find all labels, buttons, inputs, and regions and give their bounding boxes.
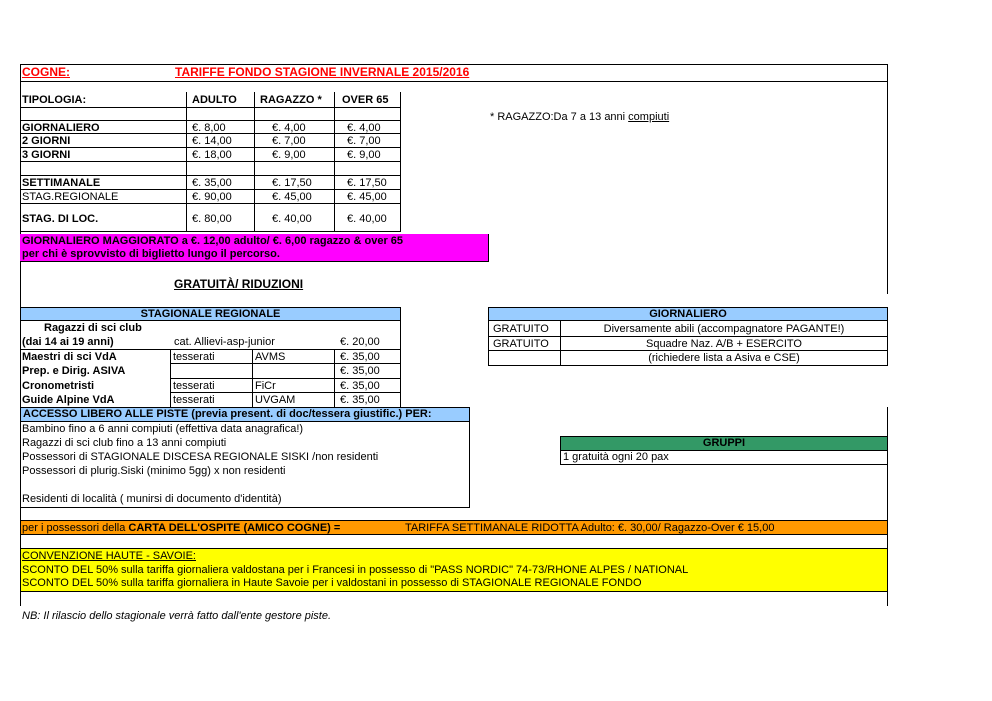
gruppi-text: 1 gratuità ogni 20 pax (560, 450, 888, 465)
carta-ospite-prefix: per i possessori della (22, 522, 129, 534)
rate-type: STAG. DI LOC. (22, 213, 99, 225)
giorn-row-desc: Diversamente abili (accompagnatore PAGANTE!) (603, 323, 845, 335)
stag-row-col2: tesserati (173, 380, 215, 392)
rate-type: STAG.REGIONALE (22, 191, 119, 203)
rate-type: SETTIMANALE (22, 177, 101, 189)
rate-ragazzo: €. 45,00 (272, 191, 312, 203)
giorn-row-label: GRATUITO (493, 338, 549, 350)
stag-rule (170, 378, 401, 379)
rates-rule (20, 147, 401, 148)
rates-rule (20, 189, 401, 190)
title-underline-rule (20, 81, 887, 82)
rate-ragazzo: €. 17,50 (272, 177, 312, 189)
giorn-rule (488, 320, 489, 366)
club-age: (dai 14 ai 19 anni) (22, 336, 114, 348)
rate-over65: €. 4,00 (347, 122, 381, 134)
stagionale-right-rule (400, 320, 401, 408)
stag-row-label: Prep. e Dirig. ASIVA (22, 365, 126, 377)
rate-adulto: €. 18,00 (192, 149, 232, 161)
stag-row-price: €. 35,00 (340, 380, 380, 392)
page-title: TARIFFE FONDO STAGIONE INVERNALE 2015/2016 (175, 65, 470, 79)
rates-rule (20, 175, 401, 176)
carta-ospite-bold: CARTA DELL'OSPITE (AMICO COGNE) = (128, 522, 341, 534)
stag-row-label: Guide Alpine VdA (22, 394, 115, 406)
rate-over65: €. 40,00 (347, 213, 387, 225)
rate-ragazzo: €. 7,00 (272, 135, 306, 147)
rate-ragazzo: €. 4,00 (272, 122, 306, 134)
magenta-note (20, 234, 489, 262)
rates-col-rule (334, 92, 335, 232)
convenzione-line1: SCONTO DEL 50% sulla tariffa giornaliera valdostana per i Francesi in possesso di "PASS NORDIC" 74-73/RHONE ALPES / NATIONAL (22, 564, 689, 576)
rate-adulto: €. 35,00 (192, 177, 232, 189)
stag-row-col2: tesserati (173, 351, 215, 363)
rates-col-rule (400, 92, 401, 232)
rate-adulto: €. 14,00 (192, 135, 232, 147)
gratuita-title: GRATUITÀ/ RIDUZIONI (174, 277, 304, 291)
accesso-line: Residenti di località ( munirsi di documento d'identità) (22, 493, 282, 505)
rate-over65: €. 9,00 (347, 149, 381, 161)
rates-header-tipologia: TIPOLOGIA: (22, 94, 87, 106)
stag-rule (20, 349, 401, 350)
nb-note: NB: Il rilascio dello stagionale verrà fatto dall'ente gestore piste. (22, 610, 332, 622)
magenta-note-line2: per chi è sprovvisto di biglietto lungo il percorso. (22, 248, 280, 260)
carta-ospite-band (20, 520, 888, 535)
stag-row-col3: AVMS (255, 351, 286, 363)
rate-type: 2 GIORNI (22, 135, 71, 147)
giorn-rule (887, 320, 888, 366)
giornaliero-header: GIORNALIERO (488, 307, 888, 321)
rates-header-adulto: ADULTO (192, 94, 237, 106)
rate-ragazzo: €. 40,00 (272, 213, 312, 225)
stagionale-header: STAGIONALE REGIONALE (20, 307, 401, 321)
convenzione-line2: SCONTO DEL 50% sulla tariffa giornaliera in Haute Savoie per i valdostani in possesso di STAGIONALE REGIONALE FONDO (22, 577, 642, 589)
stag-row-price: €. 35,00 (340, 394, 380, 406)
ragazzo-footnote-text: * RAGAZZO:Da 7 a 13 anni (490, 111, 629, 123)
accesso-header: ACCESSO LIBERO ALLE PISTE (previa present. di doc/tessera giustific.) PER: (20, 407, 470, 422)
rates-header-ragazzo: RAGAZZO * (260, 94, 322, 106)
rates-header-over65: OVER 65 (342, 94, 389, 106)
convenzione-band (20, 548, 888, 592)
rate-type: 3 GIORNI (22, 149, 71, 161)
ragazzo-footnote-underlined: compiuti (628, 111, 670, 123)
location-label: COGNE: (22, 65, 70, 79)
rate-type: GIORNALIERO (22, 122, 100, 134)
convenzione-title: CONVENZIONE HAUTE - SAVOIE: (22, 550, 196, 562)
rate-adulto: €. 90,00 (192, 191, 232, 203)
stag-row-label: Maestri di sci VdA (22, 351, 117, 363)
stag-rule (170, 363, 401, 364)
carta-ospite-tariffa: TARIFFA SETTIMANALE RIDOTTA Adulto: €. 30,00/ Ragazzo-Over € 15,00 (405, 522, 775, 534)
stag-row-label: Cronometristi (22, 380, 95, 392)
rate-over65: €. 45,00 (347, 191, 387, 203)
rates-col-rule (254, 92, 255, 232)
magenta-note-line1: GIORNALIERO MAGGIORATO a €. 12,00 adulto/ €. 6,00 ragazzo & over 65 (22, 235, 404, 247)
giorn-row-label: GRATUITO (493, 323, 549, 335)
rates-rule (20, 107, 401, 108)
stag-row-price: €. 35,00 (340, 365, 380, 377)
giorn-row-desc: (richiedere lista a Asiva e CSE) (648, 352, 800, 364)
ragazzo-footnote (490, 111, 669, 123)
stag-row-col3: FiCr (255, 380, 276, 392)
rate-over65: €. 7,00 (347, 135, 381, 147)
club-price: €. 20,00 (340, 336, 380, 348)
rates-rule (20, 231, 401, 232)
club-title: Ragazzi di sci club (44, 322, 142, 334)
accesso-line: Possessori di STAGIONALE DISCESA REGIONALE SISKI /non residenti (22, 451, 379, 463)
rates-rule (20, 120, 401, 121)
stag-row-col2: tesserati (173, 394, 215, 406)
gruppi-header: GRUPPI (560, 436, 888, 451)
accesso-line: Bambino fino a 6 anni compiuti (effettiva data anagrafica!) (22, 423, 304, 435)
club-category: cat. Allievi-asp-junior (174, 336, 275, 348)
rates-col-rule (186, 92, 187, 232)
giorn-row-desc: Squadre Naz. A/B + ESERCITO (645, 338, 802, 350)
outer-frame-right (887, 64, 888, 294)
carta-ospite-label (22, 522, 340, 534)
giorn-rule (488, 336, 888, 337)
rate-over65: €. 17,50 (347, 177, 387, 189)
rate-ragazzo: €. 9,00 (272, 149, 306, 161)
rate-adulto: €. 80,00 (192, 213, 232, 225)
rate-adulto: €. 8,00 (192, 122, 226, 134)
stag-row-price: €. 35,00 (340, 351, 380, 363)
rates-rule (20, 203, 401, 204)
giorn-rule (488, 350, 888, 351)
accesso-line: Ragazzi di sci club fino a 13 anni compiuti (22, 437, 227, 449)
stag-row-col3: UVGAM (255, 394, 296, 406)
accesso-line: Possessori di plurig.Siski (minimo 5gg) x non residenti (22, 465, 286, 477)
stag-rule (170, 392, 401, 393)
rates-rule (20, 161, 401, 162)
giorn-rule (488, 365, 888, 366)
